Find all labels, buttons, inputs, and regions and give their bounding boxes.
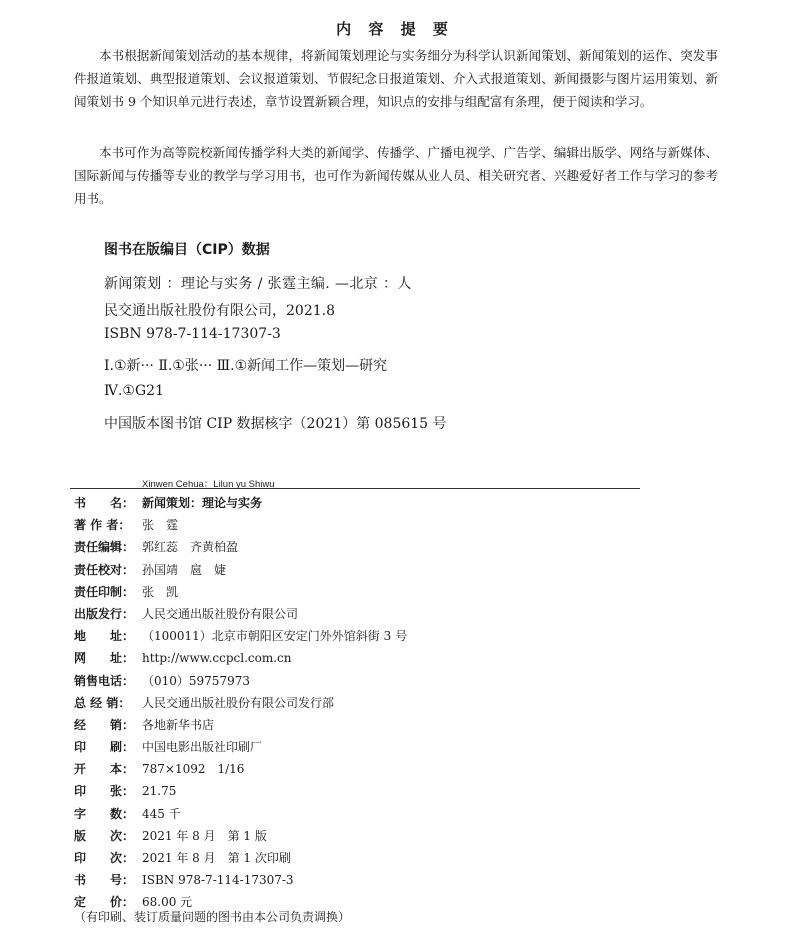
info-label: 责任编辑：	[74, 540, 135, 555]
info-value: 21.75	[142, 784, 177, 799]
info-label: 总 经 销：	[74, 695, 131, 710]
info-row	[74, 603, 674, 625]
info-label: 经 销：	[74, 717, 135, 732]
info-value: 张 凯	[142, 584, 179, 599]
info-value: 孙国靖 扈 婕	[142, 562, 227, 577]
summary-paragraph: 本书可作为高等院校新闻传播学科大类的新闻学、传播学、广播电视学、广告学、编辑出版学、网络与新媒体、国际新闻与传播等专业的教学与学习用书，也可作为新闻传媒从业人员、相关研究者、兴趣爱好者工作与学习的参考用书。	[74, 145, 718, 206]
info-value: 人民交通出版社股份有限公司	[142, 606, 299, 621]
quality-footnote: （有印刷、装订质量问题的图书由本公司负责调换）	[74, 910, 351, 924]
info-value: （100011）北京市朝阳区安定门外外馆斜街 3 号	[142, 629, 408, 644]
info-row	[74, 803, 674, 825]
info-row	[74, 736, 674, 758]
info-value: 新闻策划：理论与实务	[142, 496, 263, 510]
info-value: （010）59757973	[142, 673, 250, 688]
info-row	[74, 647, 674, 669]
info-row	[74, 581, 674, 603]
info-row	[74, 780, 674, 802]
info-value: 2021 年 8 月 第 1 次印刷	[142, 851, 291, 865]
info-row	[74, 536, 674, 558]
info-label: 开 本：	[74, 762, 135, 777]
publication-info-list	[74, 492, 674, 914]
info-label: 责任校对：	[74, 562, 135, 577]
info-row	[74, 670, 674, 692]
info-label: 责任印制：	[74, 584, 135, 599]
summary-paragraph: 本书根据新闻策划活动的基本规律，将新闻策划理论与实务细分为科学认识新闻策划、新闻策划的运作、突发事件报道策划、典型报道策划、会议报道策划、节假纪念日报道策划、介入式报道策划、新闻摄影与图片运用策划、新闻策划书 9 个知识单元进行表述，章节设置新颖合理，知识点的安排与组配富有条理，便于阅读和学习。	[74, 48, 718, 109]
info-value: 68.00 元	[142, 895, 193, 910]
title-pinyin: Xinwen Cehua：Lilun yu Shiwu	[142, 479, 275, 490]
info-row	[74, 492, 674, 514]
info-value: 787×1092 1/16	[142, 762, 245, 777]
cip-classification: Ⅰ.①新··· Ⅱ.①张··· Ⅲ.①新闻工作—策划—研究	[104, 358, 388, 374]
info-label: 印 次：	[74, 851, 135, 865]
info-label: 字 数：	[74, 806, 135, 821]
info-row	[74, 514, 674, 536]
info-row	[74, 847, 674, 869]
summary-title: 内 容 提 要	[336, 20, 454, 38]
info-row	[74, 825, 674, 847]
info-label: 书 名：	[74, 496, 135, 510]
info-label: 书 号：	[74, 873, 135, 888]
info-label: 销售电话：	[74, 673, 135, 688]
info-row	[74, 625, 674, 647]
cip-line: 新闻策划 ：理论与实务 / 张霆主编. —北京 ：人	[104, 276, 412, 292]
info-row	[74, 714, 674, 736]
info-value: 郭红蕊 齐黄柏盈	[142, 540, 239, 555]
divider	[70, 488, 640, 489]
info-value: 各地新华书店	[142, 717, 215, 732]
info-value: 445 千	[142, 806, 181, 821]
info-label: 著 作 者：	[74, 518, 131, 533]
info-value: 人民交通出版社股份有限公司发行部	[142, 695, 335, 710]
info-value: http://www.ccpcl.com.cn	[142, 651, 292, 666]
info-label: 出版发行：	[74, 606, 135, 621]
info-label: 地 址：	[74, 629, 135, 644]
info-row	[74, 869, 674, 891]
info-label: 印 刷：	[74, 740, 135, 755]
info-row	[74, 692, 674, 714]
cip-isbn: ISBN 978-7-114-17307-3	[104, 326, 281, 342]
info-value: 中国电影出版社印刷厂	[142, 740, 263, 755]
cip-line: 民交通出版社股份有限公司，2021.8	[104, 303, 335, 319]
info-value: ISBN 978-7-114-17307-3	[142, 873, 294, 888]
info-row	[74, 758, 674, 780]
cip-classification: Ⅳ.①G21	[104, 383, 164, 399]
cip-record-number: 中国版本图书馆 CIP 数据核字（2021）第 085615 号	[104, 416, 447, 432]
info-label: 版 次：	[74, 828, 135, 843]
info-label: 网 址：	[74, 651, 135, 666]
info-label: 印 张：	[74, 784, 135, 799]
info-value: 张 霆	[142, 518, 179, 533]
info-row	[74, 559, 674, 581]
info-value: 2021 年 8 月 第 1 版	[142, 828, 267, 843]
cip-heading: 图书在版编目（CIP）数据	[104, 242, 270, 258]
info-label: 定 价：	[74, 895, 135, 910]
